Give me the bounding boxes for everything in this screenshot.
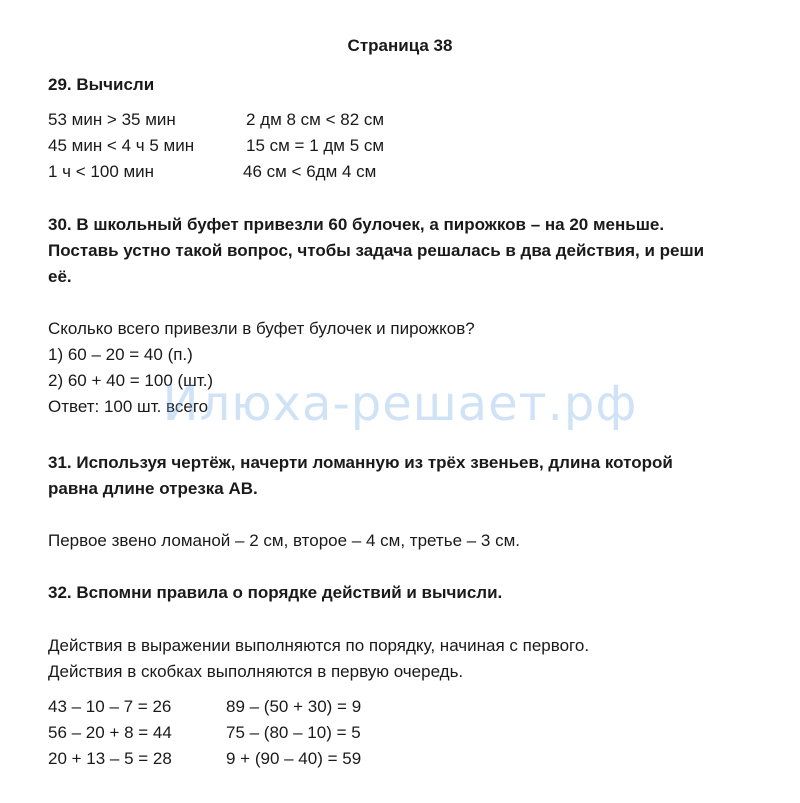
task-30-heading-3: её. (48, 267, 72, 286)
task-29-heading: 29. Вычисли (48, 75, 155, 94)
task-32-right-2: 75 – (80 – 10) = 5 (226, 723, 361, 742)
task-32-left-3: 20 + 13 – 5 = 28 (48, 749, 172, 768)
task-30-step-1: 1) 60 – 20 = 40 (п.) (48, 345, 193, 364)
task-30-step-2: 2) 60 + 40 = 100 (шт.) (48, 371, 214, 390)
task-30-heading-1: 30. В школьный буфет привезли 60 булочек, а пирожков – на 20 меньше. (48, 215, 665, 234)
task-32-left-2: 56 – 20 + 8 = 44 (48, 723, 172, 742)
task-32-heading: 32. Вспомни правила о порядке действий и вычисли. (48, 583, 503, 602)
task-30-question: Сколько всего привезли в буфет булочек и пирожков? (48, 319, 475, 338)
task-30-answer: Ответ: 100 шт. всего (48, 397, 209, 416)
task-30-heading-2: Поставь устно такой вопрос, чтобы задача решалась в два действия, и реши (48, 241, 705, 260)
task-32-right-3: 9 + (90 – 40) = 59 (226, 749, 362, 768)
task-29-right-1: 2 дм 8 см < 82 см (246, 110, 385, 129)
task-29-left-3: 1 ч < 100 мин (48, 162, 155, 181)
page-title: Страница 38 (347, 36, 453, 55)
task-32-left-1: 43 – 10 – 7 = 26 (48, 697, 172, 716)
task-29-left-2: 45 мин < 4 ч 5 мин (48, 136, 195, 155)
task-32-right-1: 89 – (50 + 30) = 9 (226, 697, 362, 716)
task-31-heading-2: равна длине отрезка АВ. (48, 479, 258, 498)
task-29-right-2: 15 см = 1 дм 5 см (246, 136, 385, 155)
task-31-text: Первое звено ломаной – 2 см, второе – 4 см, третье – 3 см. (48, 531, 521, 550)
task-29-right-3: 46 см < 6дм 4 см (243, 162, 377, 181)
task-29-left-1: 53 мин > 35 мин (48, 110, 176, 129)
task-32-rule-1: Действия в выражении выполняются по порядку, начиная с первого. (48, 636, 590, 655)
task-32-rule-2: Действия в скобках выполняются в первую очередь. (48, 662, 464, 681)
task-31-heading-1: 31. Используя чертёж, начерти ломанную из трёх звеньев, длина которой (48, 453, 673, 472)
watermark: Илюха-решает.рф (162, 376, 638, 432)
